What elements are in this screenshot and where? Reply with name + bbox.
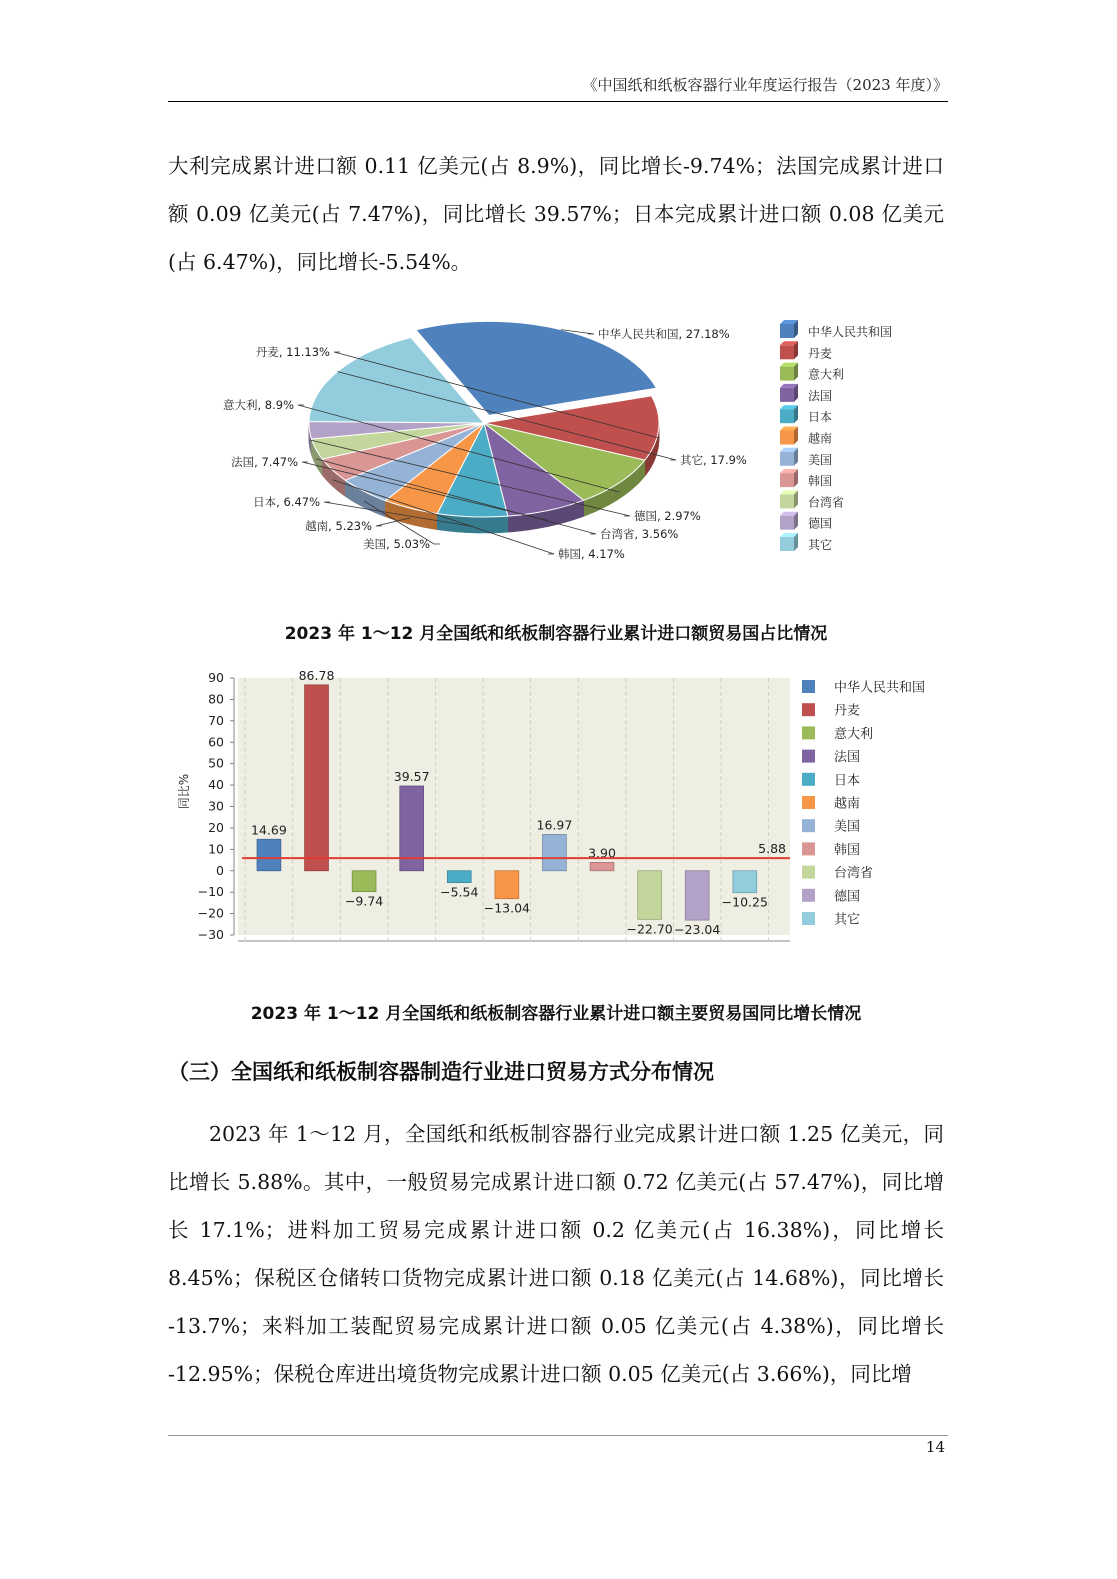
pie-legend-label: 韩国 (808, 474, 833, 489)
bar-value-label: −22.70 (626, 921, 673, 937)
pie-legend-swatch (780, 537, 794, 551)
pie-slice-label: 越南, 5.23% (305, 519, 372, 533)
bar-legend-label: 中华人民共和国 (834, 680, 926, 696)
header-rule (168, 101, 948, 102)
pie-legend-label: 意大利 (808, 367, 845, 382)
bar-value-label: 86.78 (298, 667, 335, 683)
pie-legend-label: 日本 (808, 410, 833, 425)
bar-y-tick-label: −30 (197, 927, 224, 942)
bar-legend-label: 其它 (834, 912, 861, 928)
bar-value-label: 3.90 (588, 845, 616, 861)
footer-rule (168, 1435, 948, 1436)
pie-slice-label: 意大利, 8.9% (222, 398, 294, 412)
bar (590, 862, 614, 870)
bar-value-label: −10.25 (721, 894, 768, 910)
bar (447, 871, 471, 883)
pie-legend-swatch (780, 345, 794, 359)
bar-value-label: −5.54 (440, 884, 479, 900)
bar-legend-label: 丹麦 (834, 703, 861, 719)
pie-legend-label: 法国 (808, 388, 833, 403)
bar-y-tick-label: 0 (216, 862, 224, 878)
running-header: 《中国纸和纸板容器行业年度运行报告（2023 年度）》 (582, 76, 948, 94)
bar (495, 871, 519, 899)
bar-legend-label: 台湾省 (834, 866, 874, 882)
pie-legend-swatch (780, 473, 794, 487)
bar-legend-swatch (802, 703, 815, 716)
bar-y-tick-label: 30 (208, 798, 224, 814)
bar (257, 839, 281, 870)
pie-legend-swatch (780, 431, 794, 445)
bar-y-tick-label: 70 (208, 712, 224, 728)
page-number: 14 (925, 1438, 945, 1456)
pie-legend-label: 中华人民共和国 (808, 325, 893, 339)
bar-value-label: −23.04 (674, 922, 721, 938)
pie-legend-label: 其它 (808, 538, 833, 552)
pie-legend-swatch (780, 516, 794, 530)
bar-legend-swatch (802, 912, 815, 925)
pie-slice-label: 美国, 5.03% (363, 537, 430, 551)
pie-legend-swatch (780, 367, 794, 381)
pie-legend-label: 越南 (808, 431, 833, 446)
bar-legend-label: 美国 (834, 819, 861, 835)
pie-chart-caption: 2023 年 1～12 月全国纸和纸板制容器行业累计进口额贸易国占比情况 (284, 624, 828, 644)
pie-slice-side (518, 515, 520, 531)
pie-legend-swatch (780, 388, 794, 402)
bar-legend-label: 德国 (834, 889, 861, 905)
bar-legend-swatch (802, 750, 815, 763)
bar-value-label: 39.57 (393, 769, 430, 785)
pie-slice-side (508, 516, 510, 532)
pie-slice-label: 韩国, 4.17% (558, 547, 625, 561)
pie-slice-side (510, 516, 512, 532)
pie-slice-label: 其它, 17.9% (680, 453, 747, 467)
pie-slice-label: 法国, 7.47% (231, 455, 298, 469)
bar (733, 871, 757, 893)
pie-slice-label: 台湾省, 3.56% (600, 527, 679, 541)
bar-reference-label: 5.88 (758, 841, 786, 857)
bar (638, 871, 662, 920)
bar-chart (168, 660, 948, 960)
pie-legend-swatch (780, 409, 794, 423)
pie-legend-swatch (780, 324, 794, 338)
bar-y-tick-label: 80 (208, 691, 224, 707)
bar-value-label: 16.97 (536, 817, 573, 833)
bar-y-tick-label: 50 (208, 755, 224, 771)
bar-y-tick-label: −20 (197, 905, 224, 921)
bar-value-label: 14.69 (251, 822, 287, 838)
pie-legend-label: 台湾省 (808, 495, 845, 510)
pie-chart (168, 308, 948, 578)
pie-legend-swatch (780, 494, 794, 508)
section-heading: （三）全国纸和纸板制容器制造行业进口贸易方式分布情况 (168, 1060, 714, 1084)
bar-chart-caption: 2023 年 1～12 月全国纸和纸板制容器行业累计进口额主要贸易国同比增长情况 (250, 1004, 862, 1024)
pie-legend-label: 丹麦 (808, 346, 833, 361)
bar-legend-swatch (802, 796, 815, 809)
bar (543, 834, 567, 870)
bar-legend-swatch (802, 773, 815, 786)
bar-legend-swatch (802, 866, 815, 879)
pie-slice-label: 丹麦, 11.13% (255, 345, 330, 359)
pie-slice-side (522, 515, 524, 531)
bar-legend-swatch (802, 680, 815, 693)
bar-legend-swatch (802, 889, 815, 902)
pie-legend-label: 德国 (808, 516, 833, 531)
bar-value-label: −13.04 (483, 900, 530, 916)
pie-slice-side (512, 516, 514, 532)
pie-slice-side (584, 500, 586, 517)
bar-y-tick-label: 10 (208, 841, 224, 857)
bar (352, 871, 376, 892)
bar-y-tick-label: −10 (197, 884, 224, 900)
paragraph-trade-methods: 2023 年 1～12 月，全国纸和纸板制容器行业完成累计进口额 1.25 亿美元，同比增长 5.88%。其中，一般贸易完成累计进口额 0.72 亿美元(占 57.47%)，同比增长 17.1%；进料加工贸易完成累计进口额 0.2 亿美元(占 16.38%)，同比增长 8.45%；保税区仓储转口货物完成累计进口额 0.18 亿美元(占 14.68%)，同比增长 -13.7%；来料加工装配贸易完成累计进口额 0.05 亿美元(占 4.38%)，同比增长 -12.95%；保税仓库进出境货物完成累计进口额 0.05 亿美元(占 3.66%)，同比增 (168, 1122, 944, 1386)
pie-slice-side (516, 515, 518, 531)
bar-y-tick-label: 40 (208, 777, 224, 793)
bar-legend-swatch (802, 726, 815, 739)
pie-slice-label: 德国, 2.97% (634, 509, 701, 523)
bar-y-tick-label: 90 (208, 670, 224, 685)
bar-y-axis-label: 同比% (177, 773, 191, 810)
bar-y-tick-label: 60 (208, 734, 224, 750)
pie-legend-label: 美国 (808, 452, 833, 467)
bar-legend-label: 越南 (834, 796, 861, 812)
pie-slice-side (514, 515, 516, 531)
bar-legend-label: 法国 (834, 750, 861, 766)
bar-legend-label: 韩国 (834, 842, 861, 858)
pie-slice-label: 中华人民共和国, 27.18% (598, 327, 730, 341)
pie-slice-side (520, 515, 522, 531)
bar-y-tick-label: 20 (208, 819, 224, 835)
bar (685, 871, 709, 920)
bar-legend-label: 日本 (834, 773, 861, 789)
bar-value-label: −9.74 (344, 893, 384, 909)
bar (305, 685, 329, 871)
bar-legend-swatch (802, 819, 815, 832)
pie-legend-swatch (780, 452, 794, 466)
bar-legend-swatch (802, 842, 815, 855)
bar-legend-label: 意大利 (834, 726, 874, 742)
pie-slice-label: 日本, 6.47% (253, 495, 320, 509)
paragraph-intro: 大利完成累计进口额 0.11 亿美元(占 8.9%)，同比增长-9.74%；法国完成累计进口额 0.09 亿美元(占 7.47%)，同比增长 39.57%；日本完成累计进口额 0.08 亿美元(占 6.47%)，同比增长-5.54%。 (168, 154, 944, 274)
